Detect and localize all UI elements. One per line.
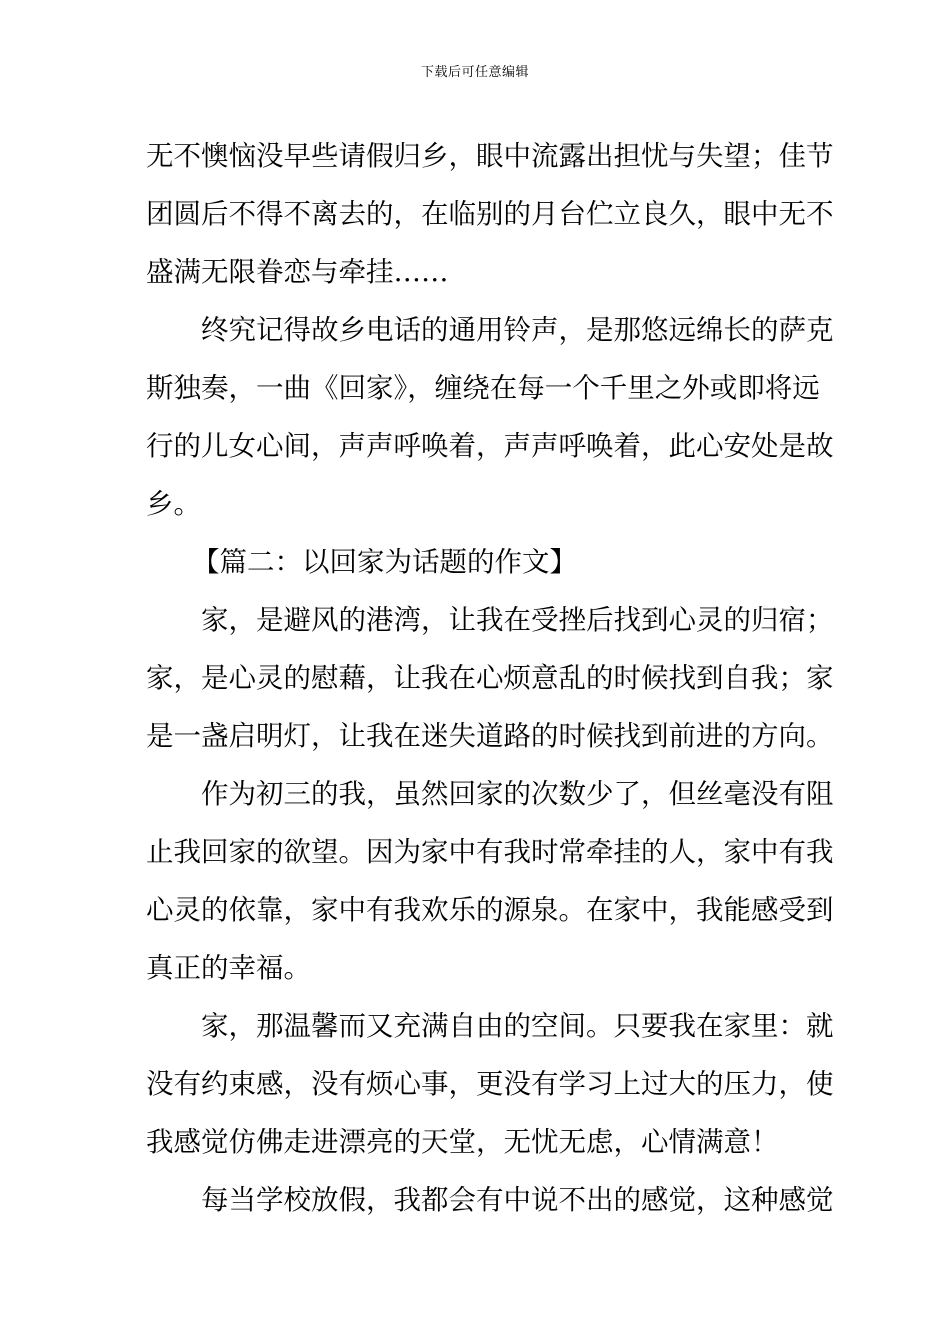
text-line: 乡。	[146, 488, 201, 520]
text-line: 家，是避风的港湾，让我在受挫后找到心灵的归宿；	[201, 604, 834, 636]
text-line: 真正的幸福。	[146, 952, 311, 984]
text-line: 止我回家的欲望。因为家中有我时常牵挂的人，家中有我	[146, 836, 834, 868]
text-line: 是一盏启明灯，让我在迷失道路的时候找到前进的方向。	[146, 720, 834, 752]
text-line: 家，那温馨而又充满自由的空间。只要我在家里：就	[201, 1010, 834, 1042]
text-line: 没有约束感，没有烦心事，更没有学习上过大的压力，使	[146, 1068, 834, 1100]
document-body	[146, 127, 834, 1229]
text-line: 作为初三的我，虽然回家的次数少了，但丝毫没有阻	[201, 778, 834, 810]
text-line: 斯独奏，一曲《回家》，缠绕在每一个千里之外或即将远	[146, 372, 820, 404]
text-line: 我感觉仿佛走进漂亮的天堂，无忧无虑，心情满意！	[146, 1126, 779, 1158]
text-line: 团圆后不得不离去的，在临别的月台伫立良久，眼中无不	[146, 198, 834, 230]
text-line: 盛满无限眷恋与牵挂……	[146, 256, 449, 288]
text-line: 无不懊恼没早些请假归乡，眼中流露出担忧与失望；佳节	[146, 140, 834, 172]
section-heading: 【篇二：以回家为话题的作文】	[192, 546, 577, 578]
text-line: 心灵的依靠，家中有我欢乐的源泉。在家中，我能感受到	[146, 894, 834, 926]
text-line: 家，是心灵的慰藉，让我在心烦意乱的时候找到自我；家	[146, 662, 834, 694]
text-line: 终究记得故乡电话的通用铃声，是那悠远绵长的萨克	[201, 314, 834, 346]
page-header: 下载后可任意编辑	[420, 65, 529, 80]
text-line: 每当学校放假，我都会有中说不出的感觉，这种感觉	[201, 1184, 834, 1216]
text-line: 行的儿女心间，声声呼唤着，声声呼唤着，此心安处是故	[146, 430, 834, 462]
